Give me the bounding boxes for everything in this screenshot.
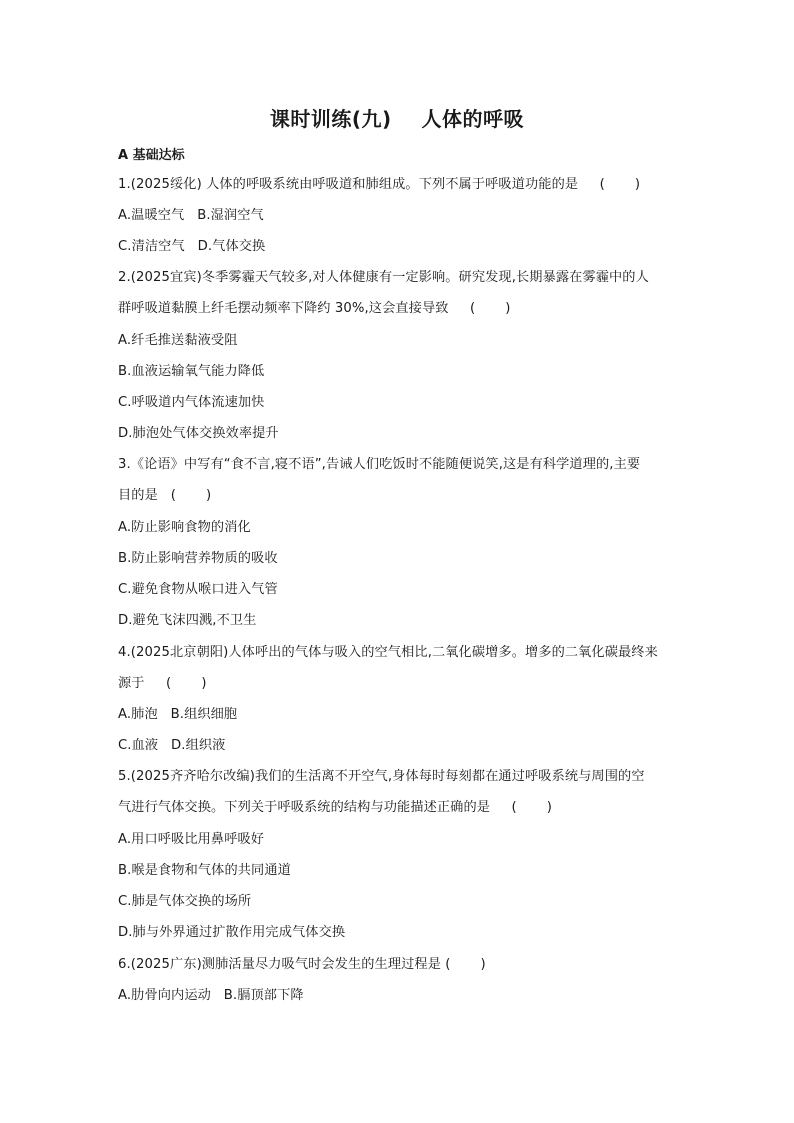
question-4-stem-line-2: 源于 ( ) — [118, 676, 207, 691]
question-5-stem-line-1: 5.(2025齐齐哈尔改编)我们的生活离不开空气,身体每时每刻都在通过呼吸系统与周围的空 — [118, 769, 645, 784]
page-title: 课时训练(九) 人体的呼吸 — [269, 107, 525, 131]
question-5-option-c: C.肺是气体交换的场所 — [118, 894, 252, 909]
question-2-option-a: A.纤毛推送黏液受阻 — [118, 333, 238, 348]
question-3-option-b: B.防止影响营养物质的吸收 — [118, 551, 278, 566]
question-3-option-c: C.避免食物从喉口进入气管 — [118, 582, 278, 597]
question-5-option-b: B.喉是食物和气体的共同通道 — [118, 863, 291, 878]
question-2-stem-line-2: 群呼吸道黏膜上纤毛摆动频率下降约 30%,这会直接导致 ( ) — [118, 301, 511, 316]
question-3-stem-line-2: 目的是 ( ) — [118, 488, 212, 503]
question-2-option-d: D.肺泡处气体交换效率提升 — [118, 426, 279, 441]
question-6-options-ab: A.肋骨向内运动 B.膈顶部下降 — [118, 988, 304, 1003]
question-4-stem-line-1: 4.(2025北京朝阳)人体呼出的气体与吸入的空气相比,二氧化碳增多。增多的二氧化碳最终来 — [118, 645, 658, 660]
question-1-options-ab: A.温暖空气 B.湿润空气 — [118, 208, 264, 223]
section-heading: A 基础达标 — [118, 148, 185, 163]
question-2-option-c: C.呼吸道内气体流速加快 — [118, 395, 265, 410]
question-3-stem-line-1: 3.《论语》中写有“食不言,寝不语”,告诫人们吃饭时不能随便说笑,这是有科学道理的,主要 — [118, 457, 641, 472]
question-5-stem-line-2: 气进行气体交换。下列关于呼吸系统的结构与功能描述正确的是 ( ) — [118, 800, 553, 815]
question-2-stem-line-1: 2.(2025宜宾)冬季雾霾天气较多,对人体健康有一定影响。研究发现,长期暴露在雾霾中的人 — [118, 270, 649, 285]
question-2-option-b: B.血液运输氧气能力降低 — [118, 364, 265, 379]
question-5-option-d: D.肺与外界通过扩散作用完成气体交换 — [118, 925, 346, 940]
question-5-option-a: A.用口呼吸比用鼻呼吸好 — [118, 832, 265, 847]
question-1-options-cd: C.清洁空气 D.气体交换 — [118, 239, 266, 254]
question-6-stem: 6.(2025广东)测肺活量尽力吸气时会发生的生理过程是 ( ) — [118, 957, 486, 972]
question-4-options-ab: A.肺泡 B.组织细胞 — [118, 707, 238, 722]
question-3-option-d: D.避免飞沫四溅,不卫生 — [118, 613, 257, 628]
question-4-options-cd: C.血液 D.组织液 — [118, 738, 226, 753]
question-3-option-a: A.防止影响食物的消化 — [118, 520, 251, 535]
question-1-stem: 1.(2025绥化) 人体的呼吸系统由呼吸道和肺组成。下列不属于呼吸道功能的是 ( ) — [118, 177, 641, 192]
